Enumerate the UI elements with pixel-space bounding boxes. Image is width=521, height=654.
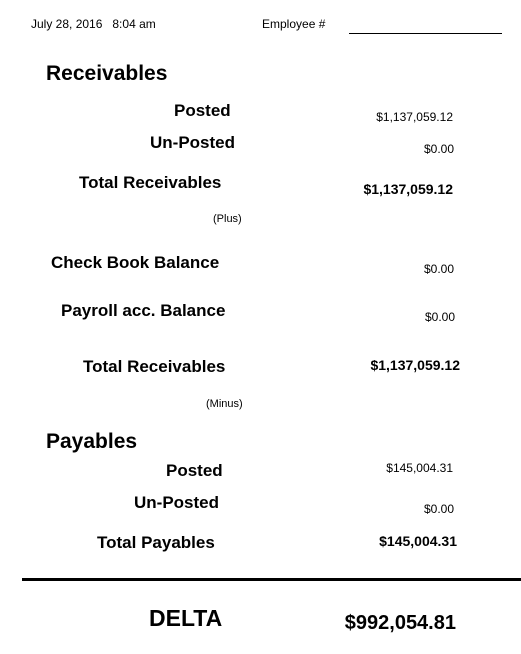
payables-posted-value: $145,004.31 [386, 461, 453, 475]
receivables-posted-label: Posted [174, 101, 231, 120]
receivables-total-label: Total Receivables [79, 173, 222, 192]
payables-unposted-label: Un-Posted [134, 493, 219, 512]
report-date-time: July 28, 2016 8:04 am [31, 17, 156, 31]
balances-total-label: Total Receivables [83, 357, 226, 376]
receivables-unposted-label: Un-Posted [150, 133, 235, 152]
delta-label: DELTA [149, 605, 223, 631]
payables-title: Payables [46, 430, 138, 453]
payroll-balance-value: $0.00 [424, 310, 455, 324]
plus-note: (Plus) [213, 213, 242, 225]
payables-total-label: Total Payables [97, 533, 215, 552]
balances-total-value: $1,137,059.12 [370, 357, 460, 373]
payables-total-value: $145,004.31 [379, 533, 457, 549]
payables-posted-label: Posted [166, 461, 223, 480]
receivables-title: Receivables [46, 62, 168, 85]
receivables-posted-value: $1,137,059.12 [376, 110, 453, 124]
payables-unposted-value: $0.00 [423, 502, 454, 516]
summary-divider [22, 578, 521, 581]
minus-note: (Minus) [206, 398, 243, 410]
checkbook-balance-label: Check Book Balance [51, 253, 220, 272]
checkbook-balance-value: $0.00 [423, 262, 454, 276]
delta-value: $992,054.81 [344, 612, 456, 634]
payroll-balance-label: Payroll acc. Balance [61, 301, 226, 320]
receivables-unposted-value: $0.00 [423, 142, 454, 156]
employee-label: Employee # [262, 17, 326, 31]
receivables-total-value: $1,137,059.12 [363, 181, 453, 197]
employee-number-line [349, 33, 502, 34]
